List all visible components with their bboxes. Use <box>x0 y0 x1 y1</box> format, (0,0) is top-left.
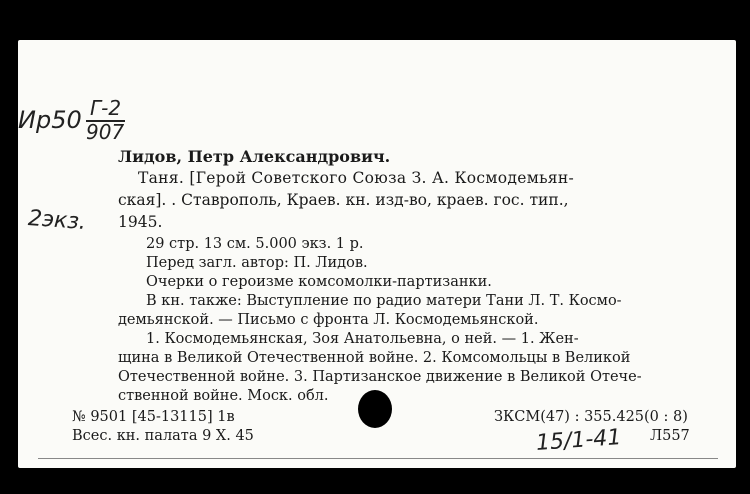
subject-line-1: 1. Космодемьянская, Зоя Анатольевна, о ней. — 1. Жен- <box>146 331 579 347</box>
physical-description: 29 стр. 13 см. 5.000 экз. 1 р. <box>146 236 364 252</box>
bottom-rule <box>38 458 718 459</box>
catalog-card <box>18 40 736 468</box>
title-line-2: ская]. . Ставрополь, Краев. кн. изд-во, краев. гос. тип., <box>118 191 569 209</box>
title-line-3: 1945. <box>118 213 163 231</box>
subject-line-4: ственной войне. Моск. обл. <box>118 388 329 404</box>
card-number: № 9501 [45-13115] 1в <box>72 409 235 425</box>
handwritten-bottom-mark: 15/1-41 <box>535 425 623 456</box>
classification-index: ЗКСМ(47) : 355.425(0 : 8) <box>494 409 688 425</box>
note-also-line-1: В кн. также: Выступление по радио матери Тани Л. Т. Космо- <box>146 293 622 309</box>
title-line-1: Таня. [Герой Советского Союза З. А. Космодемьян- <box>138 169 575 187</box>
call-fraction-bottom: 907 <box>86 120 125 144</box>
copies-note: 2экз. <box>27 206 87 235</box>
card-code: Л557 <box>650 428 690 444</box>
call-fraction-top: Г-2 <box>86 96 125 122</box>
note-also-line-2: демьянской. — Письмо с фронта Л. Космодемьянской. <box>118 312 539 328</box>
author-heading: Лидов, Петр Александрович. <box>118 147 391 166</box>
book-chamber-line: Всес. кн. палата 9 X. 45 <box>72 428 254 444</box>
call-number <box>18 106 82 134</box>
note-author: Перед загл. автор: П. Лидов. <box>146 255 368 271</box>
subject-line-3: Отечественной войне. 3. Партизанское движение в Великой Отече- <box>118 369 642 385</box>
note-content: Очерки о героизме комсомолки-партизанки. <box>146 274 492 290</box>
subject-line-2: щина в Великой Отечественной войне. 2. Комсомольцы в Великой <box>118 350 631 366</box>
punch-hole <box>358 390 392 428</box>
call-number-main: Ир50 <box>18 106 82 134</box>
